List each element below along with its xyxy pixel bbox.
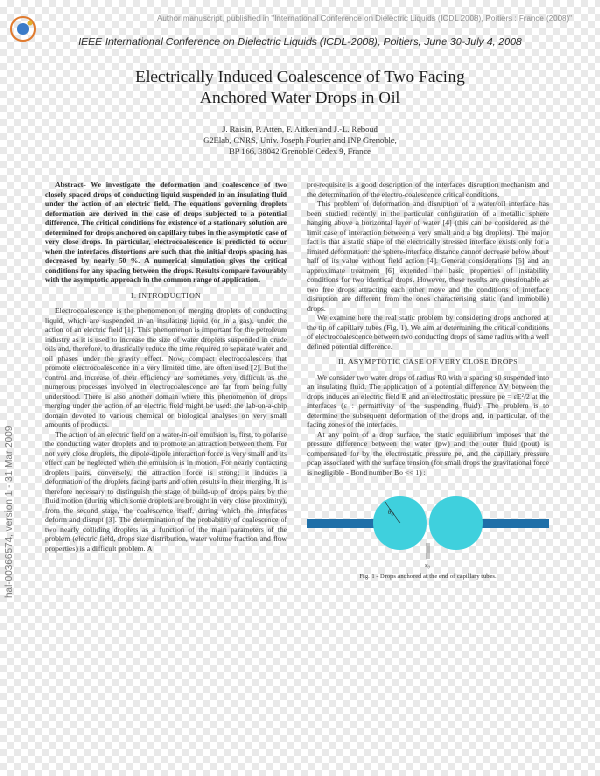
author-block xyxy=(100,124,500,157)
figure-caption: Fig. 1 - Drops anchored at the end of capillary tubes. xyxy=(359,572,497,580)
intro-paragraph-1: Electrocoalescence is the phenomenon of merging droplets of conducting liquid, which are suspended in an insulating liquid (or in a gas), under the action of an electric field [1]. This phenomenon is important for the petroleum industry as it is used to increase the size of water droplets suspended in crude oils and, therefore, to drastically reduce the time required to separate water and oil phases under the gravity effect. Now, compact electrocoalescers that promote electrocoalescence in a very limited time, are often used [2]. But the control and increase of their efficiency are sometimes very difficult as the numerous processes involved in electrocoalescence are far from being fully understood. There is also another domain where this phenomenon of drops merging under the action of an electric field might be used: the lab-on-a-chip domain devoted to various chemical or biological analyses on very small amounts of products. xyxy=(45,306,287,429)
right-column xyxy=(307,180,549,579)
hal-side-identifier: hal-00366574, version 1 - 31 Mar 2009 xyxy=(4,425,15,598)
affiliation-line-1: G2Elab, CNRS, Univ. Joseph Fourier and INP Grenoble, xyxy=(203,135,397,145)
section-2-title: II. ASYMPTOTIC CASE OF VERY CLOSE DROPS xyxy=(338,357,518,366)
theta-label: θ₀ xyxy=(388,508,394,516)
section-1-title: I. INTRODUCTION xyxy=(131,290,201,300)
title-line-2: Anchored Water Drops in Oil xyxy=(199,88,401,107)
intro-paragraph-2: The action of an electric field on a water-in-oil emulsion is, first, to polarise the conducting water droplets and to promote an attraction between them. For not very close droplets, the dipole-dipole interaction force is very small and its effect can be neglected when the emulsion is in motion. For nearly contacting droplets pairs, conversely, the attraction force is strong; it induces a deformation of the droplets facing parts and often results in their merging. It is therefore necessary to distinguish the stage of build-up of drops pairs by the fluid motion (during which some droplets are brought in very close proximity), from the second stage, the coalescence itself, during which the interfaces deform and disrupt [3]. The determination of the probability of coalescence of two nearly colliding droplets as a function of the main parameters of the problem (electric field, drops size distribution, water volume fraction and flow properties) is a difficult problem. A xyxy=(45,429,287,553)
spacing-label: s₀ xyxy=(425,562,430,569)
right-paragraph-1: pre-requisite is a good description of the interfaces disruption mechanism and the determination of the electro-coalescence critical conditions. xyxy=(307,180,549,199)
title-line-1: Electrically Induced Coalescence of Two Facing xyxy=(135,67,465,86)
right-drop xyxy=(429,496,483,550)
left-column xyxy=(45,180,287,553)
right-paragraph-5: At any point of a drop surface, the static equilibrium imposes that the pressure difference between the water (pw) and the outer fluid (pout) is compensated for by the electrostatic pressure pe, and the capillary pressure pcap associated with the surface tension (for small drops the gravitational force is negligible - Bond number Bo << 1) : xyxy=(307,429,549,477)
authors: J. Raisin, P. Atten, F. Aitken and J.-L. Reboud xyxy=(222,124,378,134)
right-paragraph-2: This problem of deformation and disruption of a water/oil interface has been studied recently in the particular configuration of a metallic sphere hanging above a horizontal layer of water [4] (this can be considered as the limit case of interaction between a very small and a big droplets). The major fact is that a static shape of the electrically stressed interface exists only for a limited deformation: the sphere-interface distance cannot decrease below about half of its value without field action [4]. General considerations [5] and an approximate treatment [6] extended the basic properties of instability conditions for two identical drops. However, these results are questionable as two free drops attracting each other move and the conditions of interface disruption are different from the ones characterising static (and immobile) drops. xyxy=(307,199,549,313)
right-paragraph-4: We consider two water drops of radius R0 with a spacing s0 suspended into an insulating fluid. The application of a potential difference ΔV between the drops induces an electric field E and an electrostatic pressure pe = εE²/2 at the interfaces (ε : permittivity of the suspending fluid). The problem is to determine the subsequent deformation of the drops and, in particular, of the facing zones of the interfaces. xyxy=(307,372,549,429)
paper-title xyxy=(60,66,540,108)
affiliation-line-2: BP 166, 38042 Grenoble Cedex 9, France xyxy=(229,146,371,156)
right-paragraph-3: We examine here the real static problem by considering drops anchored at the tip of capillary tubes (Fig. 1). We aim at determining the critical conditions of electrocoalescence between two conducting drops of same radius with a well defined potential difference. xyxy=(307,313,549,351)
conference-header: IEEE International Conference on Dielectric Liquids (ICDL-2008), Poitiers, June 30-July 4, 2008 xyxy=(78,36,522,48)
drops-diagram xyxy=(307,483,549,569)
abstract: Abstract- We investigate the deformation and coalescence of two closely spaced drops of conducting liquid suspended in an insulating fluid under the action of an electric field. The equations governing droplets deformation are derived in the case of drops subjected to a potential difference. The critical conditions for existence of a stationary solution are determined for drops anchored on capillary tubes in the asymptotic case of very close drops. In particular, electrocoalescence is predicted to occur when the interfaces distortions are such that the initial drops spacing has decreased by nearly 50 %. A numerical simulation gives the critical conditions for any spacing between the drops. Results compare favourably with the asymptotic approach in the common range of application. xyxy=(45,180,287,284)
manuscript-watermark: Author manuscript, published in "International Conference on Dielectric Liquids (ICDL 2008), Poitiers : France (2008)" xyxy=(157,14,572,23)
figure-1 xyxy=(307,483,549,579)
